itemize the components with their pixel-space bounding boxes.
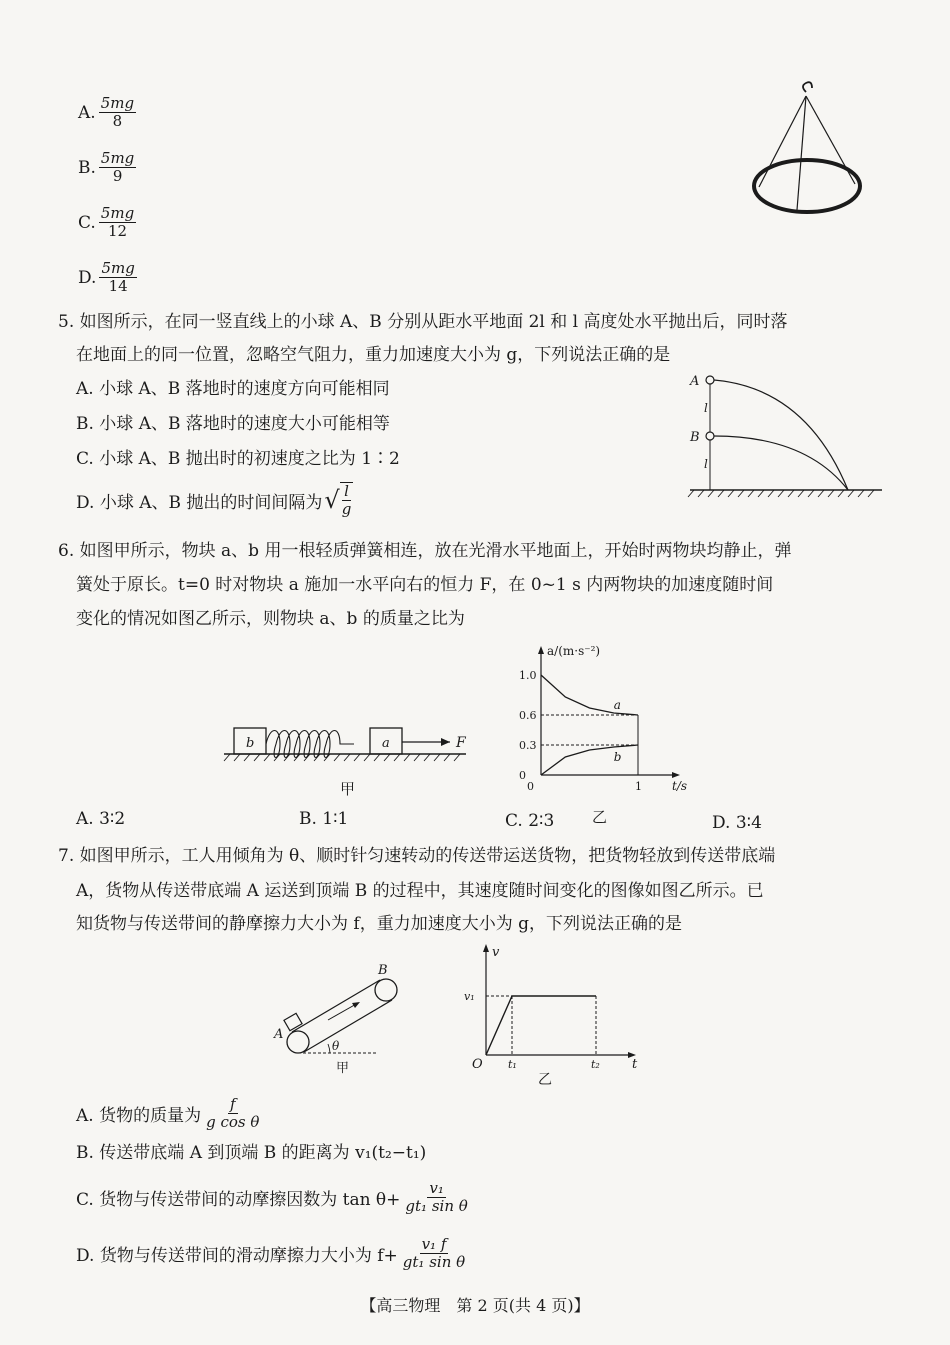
motion-arrow (328, 1003, 358, 1020)
ball-a (706, 376, 714, 384)
y-axis-arrow-icon (483, 944, 489, 952)
q7-stem-line1: 7. 如图甲所示，工人用倾角为 θ、顺时针匀速转动的传送带运送货物，把货物轻放到传送带底端 (58, 846, 776, 866)
option-label: C. (78, 212, 96, 233)
frac-numerator: l (344, 482, 349, 500)
q6-stem-line1: 6. 如图甲所示，物块 a、b 用一根轻质弹簧相连，放在光滑水平地面上，开始时两物块均静止，弹 (58, 541, 792, 561)
ball-b (706, 432, 714, 440)
hook-icon (803, 82, 812, 92)
ground-hatching (688, 490, 874, 497)
spring-blocks-figure (222, 722, 482, 802)
rope-left (759, 96, 806, 187)
option-text: C. 货物与传送带间的动摩擦因数为 tan θ+ (76, 1190, 401, 1210)
option-fraction (204, 1096, 261, 1131)
trajectory-a (714, 380, 848, 490)
q7-stem-line3: 知货物与传送带间的静摩擦力大小为 f，重力加速度大小为 g，下列说法正确的是 (76, 914, 682, 934)
figure-yi-label: 乙 (538, 1072, 552, 1088)
length-l-upper: l (704, 401, 708, 415)
sqrt-icon: √ (324, 486, 340, 514)
trajectory-b (714, 436, 848, 490)
frac-denominator: 8 (112, 112, 123, 130)
figure-jia-label: 甲 (336, 1061, 350, 1076)
frac-numerator: 5mg (101, 259, 135, 277)
q5-option-c: C. 小球 A、B 抛出时的初速度之比为 1∶2 (76, 449, 400, 469)
option-fraction (99, 150, 136, 185)
option-text: D. 货物与传送带间的滑动摩擦力大小为 f+ (76, 1246, 398, 1266)
option-fraction (99, 260, 136, 295)
option-fraction (99, 205, 136, 240)
series-a-label: a (613, 698, 621, 712)
frac-denominator: gt₁ sin θ (402, 1253, 466, 1271)
pulley-top (375, 979, 397, 1001)
velocity-time-chart (462, 940, 652, 1090)
length-l-lower: l (704, 457, 708, 471)
belt-lower (304, 1000, 392, 1052)
arrow-head-icon (441, 738, 450, 746)
hanging-ring-figure (745, 82, 875, 222)
series-b-label: b (613, 750, 622, 764)
option-text: D. 小球 A、B 抛出的时间间隔为 (76, 492, 323, 513)
q5-stem-line1: 5. 如图所示，在同一竖直线上的小球 A、B 分别从距水平地面 2l 和 l 高度处水平抛出后，同时落 (58, 312, 788, 332)
q6-stem-line2: 簧处于原长。t=0 时对物块 a 施加一水平向右的恒力 F，在 0~1 s 内两物块的加速度随时间 (76, 575, 774, 595)
velocity-line (486, 996, 596, 1055)
motion-arrow-icon (352, 1002, 360, 1008)
frac-denominator: g cos θ (206, 1113, 260, 1131)
ground-hatching (224, 754, 460, 761)
frac-numerator: v₁ (429, 1179, 444, 1197)
angle-arc (328, 1044, 330, 1053)
q4-option-c (78, 205, 136, 240)
x-tick-label: 0 (527, 780, 534, 793)
y-tick-label: 0 (519, 769, 526, 782)
q6-option-c: C. 2∶3 (505, 811, 555, 831)
frac-numerator: f (229, 1095, 236, 1113)
q5-stem-line2: 在地面上的同一位置，忽略空气阻力，重力加速度大小为 g，下列说法正确的是 (76, 345, 671, 365)
q4-option-d (78, 260, 137, 295)
t1-tick-label: t₁ (508, 1058, 517, 1071)
v1-tick-label: v₁ (464, 990, 475, 1003)
origin-label: O (472, 1057, 483, 1072)
y-axis-arrow-icon (538, 646, 544, 654)
frac-numerator: 5mg (100, 204, 135, 222)
q7-option-a (76, 1096, 261, 1131)
x-axis-label: t (632, 1057, 638, 1072)
block-b-label: b (246, 736, 255, 751)
option-fraction (401, 1236, 467, 1271)
frac-numerator: 5mg (100, 94, 135, 112)
x-axis-arrow-icon (672, 772, 680, 778)
q4-option-b (78, 150, 136, 185)
projectile-figure (686, 372, 886, 507)
q7-option-d (76, 1236, 467, 1271)
belt-upper (292, 980, 380, 1032)
q5-option-a: A. 小球 A、B 落地时的速度方向可能相同 (76, 379, 390, 399)
q4-option-a (78, 95, 136, 130)
q6-option-d: D. 3∶4 (712, 813, 762, 833)
x-tick-label: 1 (635, 780, 642, 793)
y-tick-label: 1.0 (519, 669, 537, 682)
y-axis-label: a/(m·s⁻²) (547, 644, 601, 658)
option-label: D. (78, 267, 97, 288)
ring (754, 160, 860, 212)
x-axis-label: t/s (672, 779, 688, 793)
pulley-bottom (287, 1031, 309, 1053)
q7-stem-line2: A，货物从传送带底端 A 运送到顶端 B 的过程中，其速度随时间变化的图像如图乙所示。已 (76, 881, 764, 901)
option-text: A. 货物的质量为 (76, 1106, 202, 1126)
label-a: A (274, 1027, 284, 1042)
figure-yi-label: 乙 (592, 808, 608, 826)
series-b-curve (541, 745, 638, 775)
q5-option-d (76, 482, 353, 518)
frac-denominator: gt₁ sin θ (405, 1197, 468, 1215)
force-label: F (456, 735, 466, 751)
t2-tick-label: t₂ (591, 1058, 600, 1071)
q6-stem-line3: 变化的情况如图乙所示，则物块 a、b 的质量之比为 (76, 609, 465, 629)
q7-option-b: B. 传送带底端 A 到顶端 B 的距离为 v₁(t₂−t₁) (76, 1143, 427, 1163)
frac-denominator: 12 (107, 222, 128, 240)
block-a-label: a (382, 736, 390, 751)
series-a-curve (541, 675, 638, 715)
label-a: A (690, 374, 700, 389)
frac-denominator: 9 (112, 167, 123, 185)
option-label: B. (78, 157, 96, 178)
label-b: B (690, 430, 700, 445)
y-tick-label: 0.3 (519, 739, 537, 752)
q7-option-c (76, 1180, 470, 1215)
q6-option-a: A. 3∶2 (76, 809, 126, 829)
conveyor-figure (268, 960, 428, 1080)
figure-jia-label: 甲 (340, 780, 356, 798)
option-fraction (340, 482, 354, 518)
frac-denominator: g (341, 500, 352, 518)
option-label: A. (78, 102, 96, 123)
option-fraction (403, 1180, 469, 1215)
option-fraction (99, 95, 136, 130)
frac-numerator: 5mg (100, 149, 135, 167)
frac-denominator: 14 (108, 277, 128, 295)
y-axis-label: v (492, 945, 500, 960)
theta-label: θ (332, 1039, 340, 1053)
page-footer: 【高三物理 第 2 页(共 4 页)】 (360, 1296, 590, 1315)
label-b: B (378, 963, 388, 978)
q5-option-b: B. 小球 A、B 落地时的速度大小可能相等 (76, 414, 390, 434)
rope-middle (797, 96, 806, 210)
y-tick-label: 0.6 (519, 709, 537, 722)
q6-option-b: B. 1∶1 (299, 809, 349, 829)
frac-numerator: v₁ f (421, 1235, 447, 1253)
